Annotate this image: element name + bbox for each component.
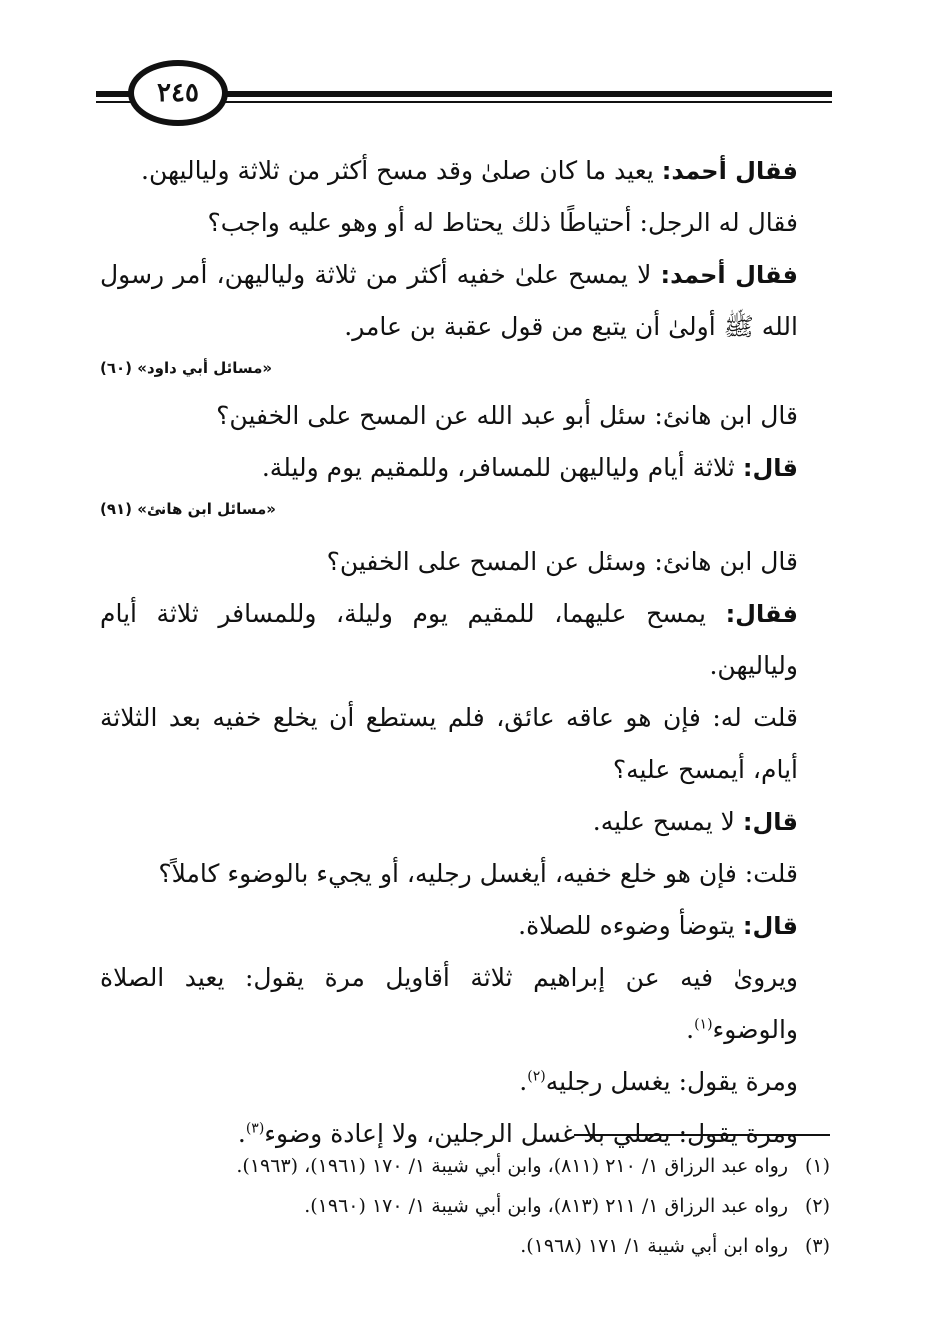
paragraph-text: يمسح عليهما، للمقيم يوم وليلة، وللمسافر ثلاثة أيام ولياليهن.	[100, 599, 798, 680]
paragraph-text: لا يمسح علىٰ خفيه أكثر من ثلاثة ولياليهن، أمر رسول الله ﷺ أولىٰ أن يتبع من قول عقبة بن عامر.	[100, 260, 798, 341]
text-block-2	[100, 390, 830, 524]
speaker-label: فقال أحمد:	[661, 157, 798, 185]
paragraph-text: يعيد ما كان صلىٰ وقد مسح أكثر من ثلاثة ولياليهن.	[141, 156, 662, 185]
text-block-1	[100, 145, 830, 383]
footnote-ref[interactable]: (٣)	[245, 1120, 265, 1137]
paragraph	[100, 536, 830, 588]
paragraph	[100, 692, 830, 796]
paragraph-text: قال ابن هانئ: وسئل عن المسح على الخفين؟	[326, 547, 798, 576]
paragraph-text: لا يمسح عليه.	[592, 807, 743, 836]
footnote-mark: (١)	[804, 1155, 830, 1177]
paragraph-text: يتوضأ وضوءه للصلاة.	[518, 911, 743, 940]
footnote-separator	[574, 1134, 830, 1136]
source-citation: «مسائل ابن هانئ» (٩١)	[100, 500, 276, 518]
paragraph	[100, 796, 830, 848]
paragraph	[100, 197, 830, 249]
paragraph-text: قال ابن هانئ: سئل أبو عبد الله عن المسح على الخفين؟	[216, 401, 798, 430]
footnote-mark: (٢)	[804, 1195, 830, 1217]
paragraph-text: قلت: فإن هو خلع خفيه، أيغسل رجليه، أو يجيء بالوضوء كاملاً؟	[158, 859, 798, 888]
paragraph: ومرة يقول: يغسل رجليه$^{(٢)}$.	[519, 1067, 798, 1096]
footnote-mark: (٣)	[804, 1235, 830, 1257]
footnote-text: رواه ابن أبي شيبة ١/ ١٧١ (١٩٦٨).	[520, 1235, 788, 1257]
paragraph	[100, 390, 830, 442]
page-number: ٢٤٥	[157, 78, 199, 108]
footnotes	[100, 1146, 830, 1266]
speaker-label: قال:	[742, 454, 798, 482]
paragraph-text: ومرة يقول: يغسل رجليه	[545, 1067, 798, 1096]
page-header	[96, 60, 832, 130]
footnote	[100, 1146, 830, 1186]
paragraph	[100, 442, 830, 494]
footnote-ref[interactable]: (١)	[694, 1016, 713, 1033]
paragraph: ويروىٰ فيه عن إبراهيم ثلاثة أقاويل مرة يقول: يعيد الصلاة والوضوء$^{(١)}$.	[100, 963, 798, 1044]
paragraph-text: ويروىٰ فيه عن إبراهيم ثلاثة أقاويل مرة يقول: يعيد الصلاة والوضوء	[100, 963, 798, 1044]
text-block-3	[100, 536, 830, 1160]
source-citation: «مسائل أبي داود» (٦٠)	[100, 359, 273, 377]
page-number-badge	[128, 60, 228, 126]
footnote	[100, 1226, 830, 1266]
paragraph	[100, 588, 830, 692]
paragraph	[100, 145, 830, 197]
speaker-label: قال:	[742, 808, 798, 836]
paragraph: ومرة يقول: يصلي بلا غسل الرجلين، ولا إعادة وضوء$^{(٣)}$.	[237, 1119, 798, 1148]
footnote	[100, 1186, 830, 1226]
paragraph-text: فقال له الرجل: أحتياطًا ذلك يحتاط له أو وهو عليه واجب؟	[207, 208, 798, 237]
paragraph	[100, 900, 830, 952]
paragraph-text: ثلاثة أيام ولياليهن للمسافر، وللمقيم يوم وليلة.	[261, 453, 743, 482]
paragraph-text: ومرة يقول: يصلي بلا غسل الرجلين، ولا إعادة وضوء	[264, 1119, 798, 1148]
paragraph	[100, 848, 830, 900]
footnote-text: رواه عبد الرزاق ١/ ٢١١ (٨١٣)، وابن أبي شيبة ١/ ١٧٠ (١٩٦٠).	[304, 1195, 788, 1217]
footnote-ref[interactable]: (٢)	[527, 1068, 546, 1085]
paragraph	[100, 249, 830, 353]
footnote-text: رواه عبد الرزاق ١/ ٢١٠ (٨١١)، وابن أبي شيبة ١/ ١٧٠ (١٩٦١)، (١٩٦٣).	[236, 1155, 788, 1177]
speaker-label: فقال أحمد:	[660, 261, 798, 289]
speaker-label: فقال:	[725, 600, 798, 628]
speaker-label: قال:	[742, 912, 798, 940]
paragraph-text: قلت له: فإن هو عاقه عائق، فلم يستطع أن يخلع خفيه بعد الثلاثة أيام، أيمسح عليه؟	[100, 703, 798, 784]
